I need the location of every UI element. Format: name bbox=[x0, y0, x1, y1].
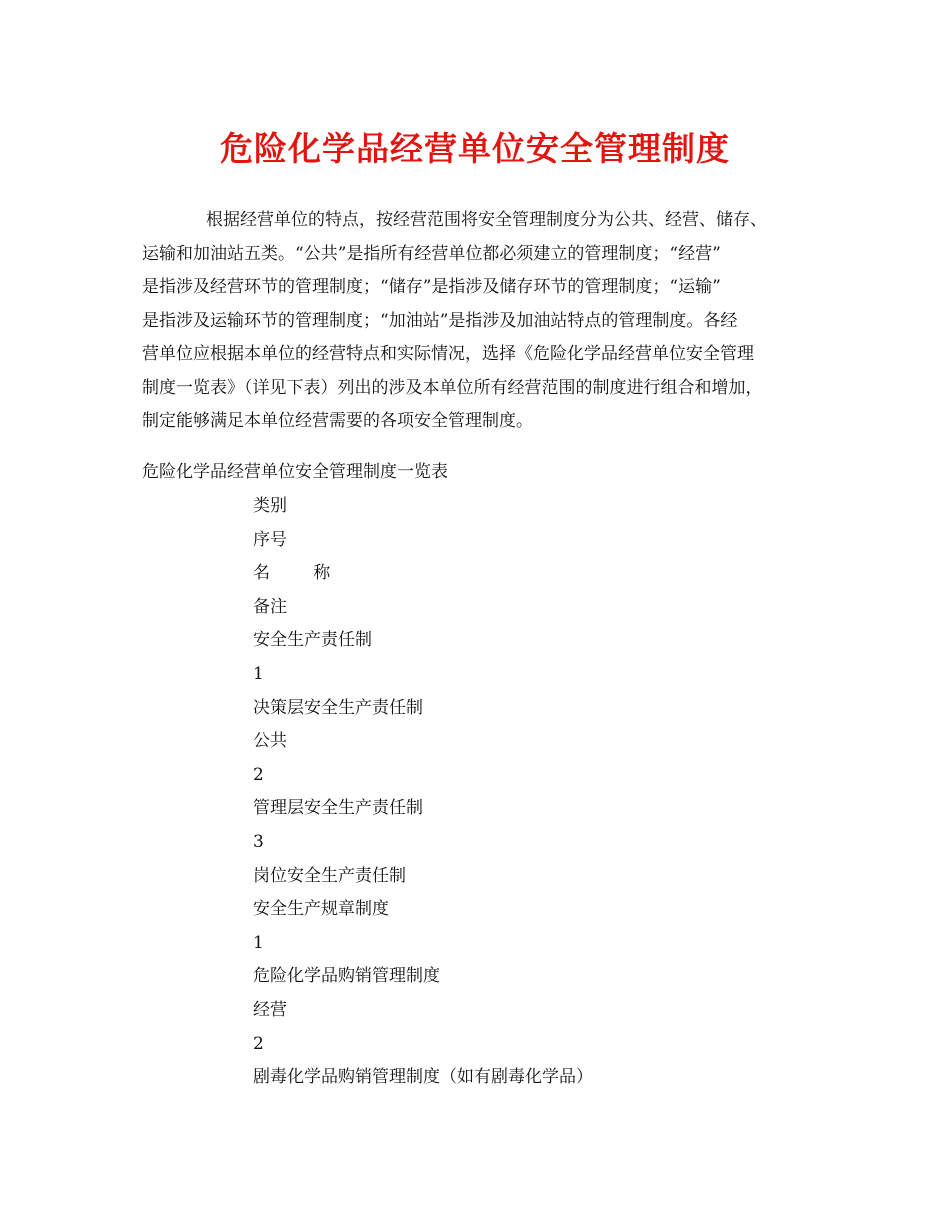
intro-line: 制定能够满足本单位经营需要的各项安全管理制度。 bbox=[142, 411, 533, 431]
table-cell: 经营 bbox=[253, 999, 287, 1020]
table-cell: 剧毒化学品购销管理制度（如有剧毒化学品） bbox=[253, 1067, 593, 1088]
table-cell: 管理层安全生产责任制 bbox=[253, 798, 423, 819]
table-cell: 公共 bbox=[253, 731, 287, 752]
document-title: 危险化学品经营单位安全管理制度 bbox=[220, 129, 730, 168]
table-cell: 1 bbox=[253, 932, 264, 953]
intro-line: 是指涉及运输环节的管理制度；“加油站”是指涉及加油站特点的管理制度。各经 bbox=[142, 310, 738, 331]
table-cell: 1 bbox=[253, 663, 264, 684]
table-cell: 岗位安全生产责任制 bbox=[253, 865, 406, 886]
table-cell: 安全生产责任制 bbox=[253, 630, 372, 651]
table-cell: 决策层安全生产责任制 bbox=[253, 697, 423, 718]
table-caption: 危险化学品经营单位安全管理制度一览表 bbox=[142, 462, 448, 482]
intro-line: 营单位应根据本单位的经营特点和实际情况，选择《危险化学品经营单位安全管理 bbox=[142, 344, 754, 364]
table-cell: 序号 bbox=[253, 529, 287, 550]
table-cell: 3 bbox=[253, 831, 264, 852]
intro-line: 根据经营单位的特点，按经营范围将安全管理制度分为公共、经营、储存、 bbox=[206, 210, 767, 230]
intro-paragraph bbox=[142, 204, 832, 439]
intro-line: 是指涉及经营环节的管理制度；“储存”是指涉及储存环节的管理制度；“运输” bbox=[142, 277, 721, 297]
intro-line: 制度一览表》（详见下表）列出的涉及本单位所有经营范围的制度进行组合和增加， bbox=[142, 377, 763, 398]
table-cell: 备注 bbox=[253, 596, 287, 617]
intro-line: 运输和加油站五类。“公共”是指所有经营单位都必须建立的管理制度；“经营” bbox=[142, 243, 721, 264]
table-cell: 危险化学品购销管理制度 bbox=[253, 966, 440, 987]
table-cell: 名 称 bbox=[253, 563, 331, 584]
table-cell: 2 bbox=[253, 1033, 264, 1054]
table-cell: 安全生产规章制度 bbox=[253, 899, 389, 920]
table-cell-list bbox=[253, 490, 773, 1095]
table-cell: 类别 bbox=[253, 496, 287, 516]
table-cell: 2 bbox=[253, 764, 264, 785]
